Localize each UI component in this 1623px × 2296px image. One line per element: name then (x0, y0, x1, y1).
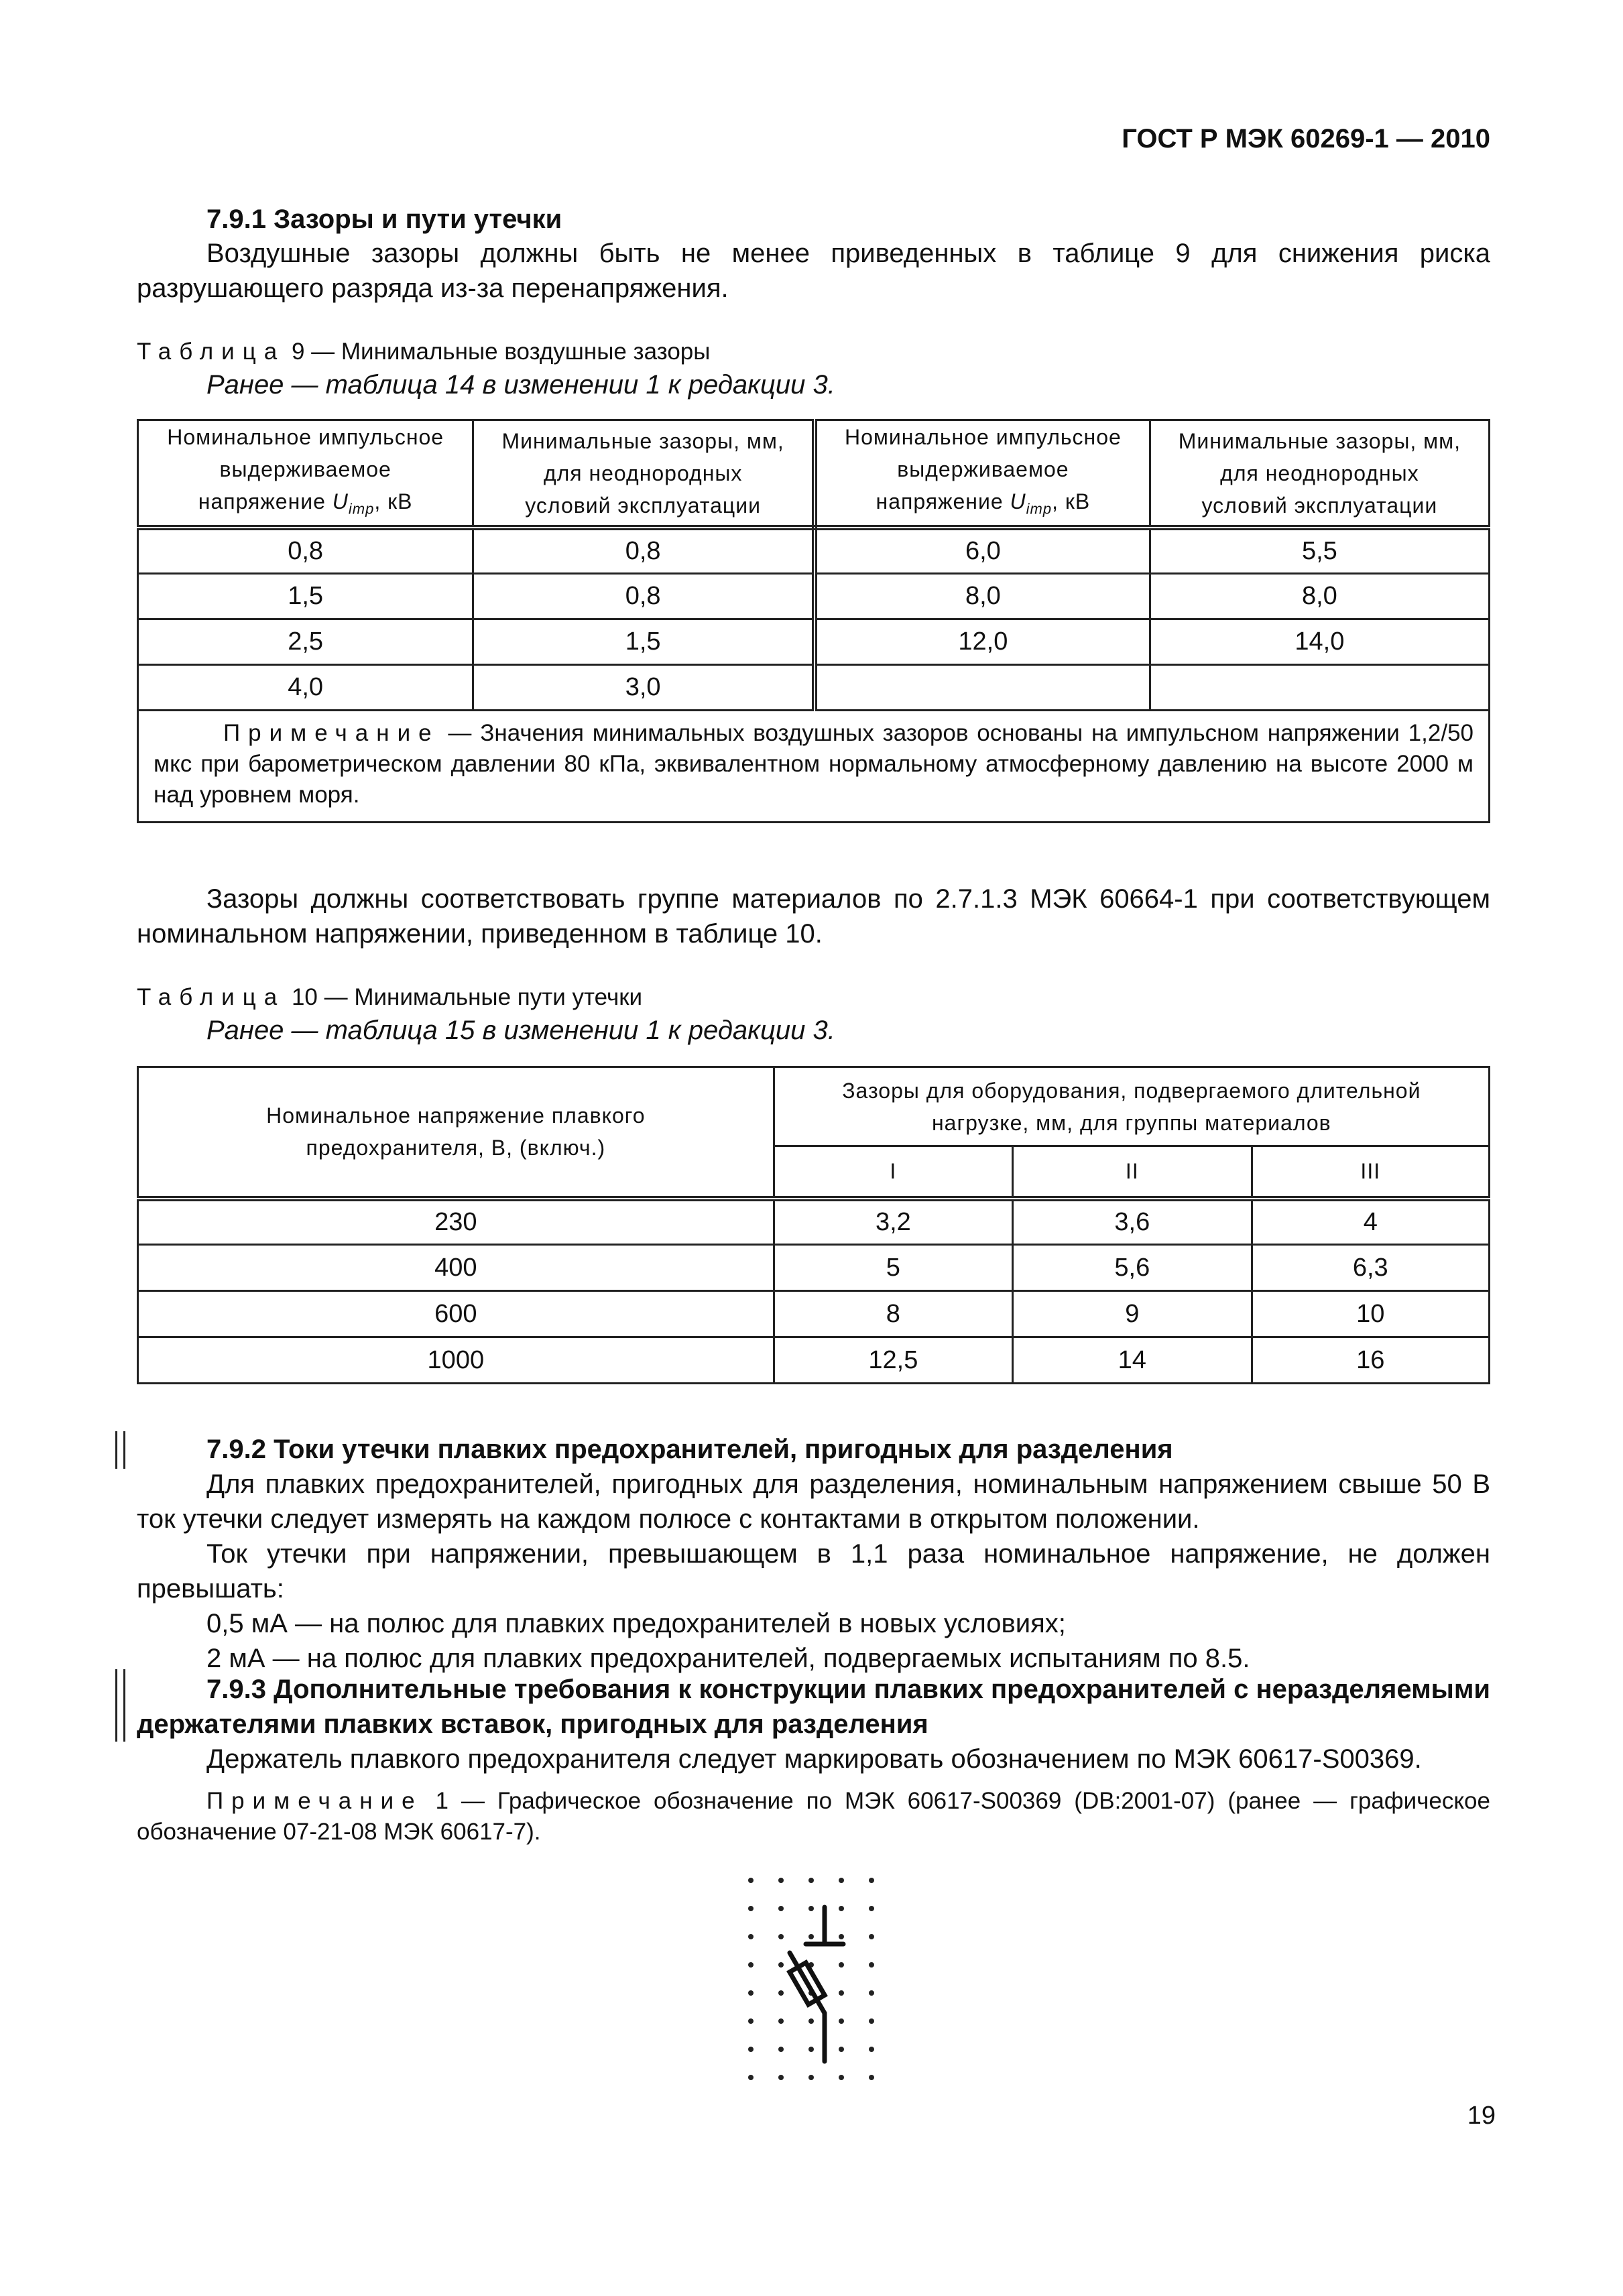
grid-dot (778, 1990, 784, 1996)
grid-dot (869, 1934, 874, 1939)
grid-dot (778, 1962, 784, 1968)
grid-dot (778, 2075, 784, 2080)
table-9 (137, 419, 1490, 823)
grid-dot (778, 1878, 784, 1883)
table-cell: 9 (1013, 1291, 1252, 1337)
table9-note-row (138, 710, 1490, 822)
table-cell: 4 (1252, 1199, 1489, 1245)
section-791-title: 7.9.1 Зазоры и пути утечки (206, 204, 562, 234)
table-cell: 2,5 (138, 619, 473, 664)
grid-dot (869, 1906, 874, 1911)
table-cell: 3,6 (1013, 1199, 1252, 1245)
table-row (138, 1245, 1490, 1291)
table10-header-row (138, 1067, 1490, 1146)
grid-dot (748, 2047, 754, 2052)
grid-dot (808, 2047, 814, 2052)
grid-dot (839, 2075, 844, 2080)
table-cell: 4,0 (138, 664, 473, 710)
table-cell: 14,0 (1150, 619, 1489, 664)
table-row (138, 573, 1490, 619)
grid-dot (748, 1934, 754, 1939)
table-row (138, 664, 1490, 710)
grid-dot (869, 2018, 874, 2024)
section-793-title: 7.9.3 Дополнительные требования к конструкции плавких предохранителей с неразделяемыми держателями плавких вставок, пригодных для разделения (137, 1675, 1490, 1739)
grid-dot (869, 2047, 874, 2052)
table-cell: 8,0 (1150, 573, 1489, 619)
table9-head-clearance: Минимальные зазоры, мм, для неоднородных условий эксплуатации (473, 420, 815, 528)
table-cell: 5,5 (1150, 528, 1489, 573)
grid-dot (748, 2018, 754, 2024)
table-row (138, 1199, 1490, 1245)
grid-dot (778, 2018, 784, 2024)
grid-dot (748, 1962, 754, 1968)
table-cell: 1,5 (138, 573, 473, 619)
material-group-3: III (1252, 1146, 1489, 1199)
grid-dot (839, 1962, 844, 1968)
table-cell: 0,8 (473, 573, 815, 619)
section-793-note: Примечание 1 — Графическое обозначение по МЭК 60617-S00369 (DB:2001-07) (ранее — графическое обозначение 07-21-08 МЭК 60617-7). (137, 1788, 1490, 1845)
table-10 (137, 1066, 1490, 1384)
grid-dot (808, 2018, 814, 2024)
section-792-p2: Ток утечки при напряжении, превышающем в 1,1 раза номинальное напряжение, не должен превышать: (137, 1539, 1490, 1604)
grid-dot (748, 2075, 754, 2080)
grid-dot (778, 1934, 784, 1939)
section-792-title: 7.9.2 Токи утечки плавких предохранителей, пригодных для разделения (206, 1435, 1173, 1464)
table-cell: 8,0 (815, 573, 1150, 619)
table-cell: 1000 (138, 1337, 774, 1384)
table-cell: 5 (774, 1245, 1012, 1291)
table10-previous-note: Ранее — таблица 15 в изменении 1 к редакции 3. (206, 1016, 835, 1045)
grid-dot (869, 2075, 874, 2080)
table-cell: 16 (1252, 1337, 1489, 1384)
grid-dot (839, 1990, 844, 1996)
grid-dot (839, 1878, 844, 1883)
grid-dot (748, 1878, 754, 1883)
grid-dot (869, 1990, 874, 1996)
table-cell: 5,6 (1013, 1245, 1252, 1291)
section-793-p1: Держатель плавкого предохранителя следует маркировать обозначением по МЭК 60617-S00369. (206, 1744, 1422, 1774)
material-group-1: I (774, 1146, 1012, 1199)
grid-dot (839, 1906, 844, 1911)
table10-head-clearances: Зазоры для оборудования, подвергаемого длительной нагрузке, мм, для группы материалов (774, 1067, 1489, 1146)
table9-previous-note: Ранее — таблица 14 в изменении 1 к редакции 3. (206, 370, 835, 400)
table-cell: 0,8 (138, 528, 473, 573)
table-row (138, 619, 1490, 664)
table-cell: 6,0 (815, 528, 1150, 573)
grid-dot (778, 2047, 784, 2052)
section-792-p4: 2 мА — на полюс для плавких предохранителей, подвергаемых испытаниям по 8.5. (206, 1644, 1250, 1673)
material-group-2: II (1013, 1146, 1252, 1199)
table-cell: 14 (1013, 1337, 1252, 1384)
change-bar (115, 1431, 125, 1469)
table-cell: 230 (138, 1199, 774, 1245)
paragraph-clearances: Зазоры должны соответствовать группе материалов по 2.7.1.3 МЭК 60664-1 при соответствующем номинальном напряжении, приведенном в таблице 10. (137, 884, 1490, 949)
section-792-p3: 0,5 мА — на полюс для плавких предохранителей в новых условиях; (206, 1609, 1066, 1638)
page-number: 19 (1467, 2102, 1496, 2130)
table-cell (815, 664, 1150, 710)
table9-head-voltage-2: Номинальное импульсное выдерживаемое напряжение $U_{imp}$, кВ (815, 420, 1150, 528)
grid-dot (869, 1962, 874, 1968)
table10-caption: Таблица 10 — Минимальные пути утечки (137, 984, 643, 1010)
table9-header-row (138, 420, 1490, 528)
grid-dot (808, 2075, 814, 2080)
grid-dot (869, 1878, 874, 1883)
table-cell: 3,0 (473, 664, 815, 710)
document-header: ГОСТ Р МЭК 60269-1 — 2010 (1122, 124, 1490, 154)
table9-head-clearance-2: Минимальные зазоры, мм, для неоднородных условий эксплуатации (1150, 420, 1489, 528)
grid-dot (808, 1934, 814, 1939)
table-cell: 0,8 (473, 528, 815, 573)
table9-head-voltage: Номинальное импульсное выдерживаемое напряжение $U_{imp}$, кВ (138, 420, 473, 528)
grid-dot (839, 2018, 844, 2024)
grid-dot (748, 1906, 754, 1911)
table-cell: 12,5 (774, 1337, 1012, 1384)
table9-caption: Таблица 9 — Минимальные воздушные зазоры (137, 339, 711, 365)
grid-dot (748, 1990, 754, 1996)
table-cell: 12,0 (815, 619, 1150, 664)
table-row (138, 528, 1490, 573)
table9-note: Примечание — Значения минимальных воздушных зазоров основаны на импульсном напряжении 1,2/50 мкс при барометрическом давлении 80 кПа, эквивалентном нормальному атмосферному давлению на высоте 2000 м над уровнем моря. (138, 710, 1490, 822)
grid-dot (778, 1906, 784, 1911)
table-cell: 3,2 (774, 1199, 1012, 1245)
table-row (138, 1291, 1490, 1337)
table10-head-voltage: Номинальное напряжение плавкого предохранителя, В, (включ.) (138, 1067, 774, 1199)
section-792-p1: Для плавких предохранителей, пригодных для разделения, номинальным напряжением свыше 50 В ток утечки следует измерять на каждом полюсе с контактами в открытом положении. (137, 1469, 1490, 1534)
grid-dot (808, 1906, 814, 1911)
grid-dot (839, 2047, 844, 2052)
table-row (138, 1337, 1490, 1384)
table-cell: 6,3 (1252, 1245, 1489, 1291)
table-cell (1150, 664, 1489, 710)
table-cell: 600 (138, 1291, 774, 1337)
table-cell: 8 (774, 1291, 1012, 1337)
table-cell: 400 (138, 1245, 774, 1291)
grid-dot (808, 1878, 814, 1883)
table-cell: 1,5 (473, 619, 815, 664)
section-791-text: Воздушные зазоры должны быть не менее приведенных в таблице 9 для снижения риска разрушающего разряда из-за перенапряжения. (137, 239, 1490, 303)
fuse-disconnector-symbol-icon (731, 1867, 892, 2088)
change-bar (115, 1669, 125, 1742)
grid-dot (839, 1934, 844, 1939)
table-cell: 10 (1252, 1291, 1489, 1337)
